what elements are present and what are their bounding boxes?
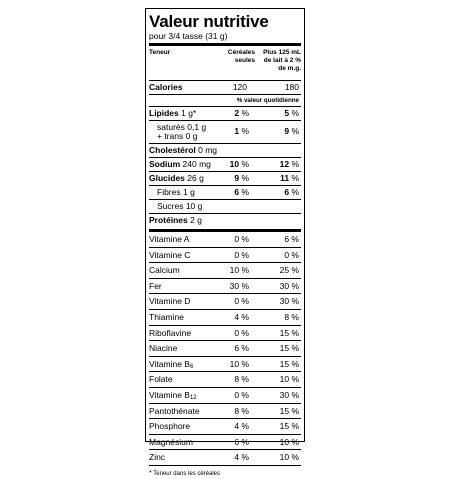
vitamin-label: Riboflavine [149,327,192,338]
vitamin-row [149,248,301,263]
nutrient-dv-cereal: 9 % [234,173,249,183]
vitamin-row [149,435,301,450]
panel-title: Valeur nutritive [149,12,269,31]
vitamin-dv-cereal: 10 % [229,265,249,276]
nutrient-dv-milk: 9 % [284,126,299,136]
vitamin-dv-milk: 30 % [279,280,299,291]
dv-note-row [149,95,301,106]
nutrient-row [149,158,301,171]
calories-label: Calories [149,82,183,92]
vitamin-row [149,326,301,341]
vitamin-row [149,279,301,294]
column-header [149,46,301,80]
serving-size: pour 3/4 tasse (31 g) [149,31,228,41]
nutrient-dv-milk: 6 % [284,187,299,197]
nutrient-dv-cereal: 10 % [229,159,249,169]
calories-milk: 180 [284,82,299,92]
vitamin-dv-cereal: 10 % [229,358,249,369]
nutrient-label: saturés 0,1 g + trans 0 g [157,122,207,141]
vitamin-label: Zinc [149,452,166,463]
nutrient-dv-cereal: 1 % [234,126,249,136]
vitamin-dv-milk: 15 % [279,343,299,354]
vitamin-row [149,404,301,419]
nutrient-row [149,107,301,120]
nutrient-label: Cholestérol 0 mg [149,145,218,155]
nutrient-dv-milk: 12 % [279,159,299,169]
vitamin-row [149,310,301,325]
vitamin-dv-cereal: 8 % [234,374,249,385]
vitamin-subscript: 12 [189,394,197,401]
vitamin-dv-milk: 10 % [279,452,299,463]
vitamin-dv-cereal: 0 % [234,234,249,244]
vitamin-row [149,263,301,278]
vitamin-dv-milk: 15 % [279,405,299,416]
vitamin-dv-cereal: 0 % [234,389,249,400]
nutrient-label: Sucres 10 g [157,201,203,211]
nutrition-facts-panel [145,8,305,477]
vitamin-dv-milk: 15 % [279,358,299,369]
vitamin-row [149,232,301,247]
vitamin-row [149,294,301,309]
vitamin-row [149,357,301,372]
header-teneur: Teneur [149,49,171,56]
nutrient-label: Fibres 1 g [157,187,195,197]
footnote [149,469,301,479]
vitamin-dv-milk: 25 % [279,265,299,276]
nutrient-dv-milk: 11 % [280,173,299,183]
vitamin-row [149,419,301,434]
vitamin-dv-cereal: 6 % [234,343,249,354]
vitamin-label: Magnésium [149,436,193,447]
nutrient-row [149,200,301,213]
vitamin-dv-milk: 10 % [279,374,299,385]
vitamin-label: Calcium [149,265,180,276]
nutrient-row [149,172,301,185]
vitamin-dv-milk: 30 % [279,296,299,307]
vitamin-dv-cereal: 4 % [234,452,249,463]
vitamin-label: Thiamine [149,311,184,322]
nutrient-row [149,214,301,227]
vitamin-subscript: 6 [189,363,194,370]
nutrient-dv-cereal: 6 % [234,187,249,197]
vitamin-dv-cereal: 0 % [234,296,249,307]
calories-cereal: 120 [232,82,247,92]
vitamin-dv-milk: 10 % [279,436,299,447]
header-cereal-only: Céréales seules [227,49,255,64]
footnote-text: Teneur dans les céréales [153,470,221,477]
nutrient-label: Protéines 2 g [149,215,202,225]
vitamin-label: Vitamine B6 [149,358,194,370]
vitamin-dv-milk: 30 % [279,389,299,400]
vitamin-label: Phosphore [149,421,191,432]
nutrient-row [149,144,301,157]
vitamin-dv-cereal: 0 % [234,327,249,338]
vitamin-label: Fer [149,280,162,291]
vitamin-dv-cereal: 30 % [229,280,249,291]
header-with-milk: Plus 125 mL de lait à 2 % de m.g. [263,49,301,72]
vitamin-dv-milk: 6 % [284,234,299,244]
vitamin-dv-cereal: 8 % [234,405,249,416]
vitamin-dv-milk: 0 % [284,249,299,260]
vitamin-dv-milk: 15 % [279,327,299,338]
nutrient-label: Lipides 1 g* [149,108,197,118]
vitamin-row [149,450,301,465]
vitamin-label: Folate [149,374,173,385]
vitamin-dv-cereal: 6 % [234,436,249,447]
nutrients-list [149,107,301,227]
calories-row [149,81,301,94]
vitamin-label: Vitamine B12 [149,389,197,401]
vitamins-list [149,232,301,465]
vitamin-row [149,388,301,403]
vitamin-row [149,341,301,356]
vitamin-label: Vitamine A [149,234,190,244]
nutrient-row [149,121,301,143]
vitamin-dv-cereal: 4 % [234,421,249,432]
nutrient-dv-cereal: 2 % [234,108,249,118]
vitamin-dv-cereal: 0 % [234,249,249,260]
vitamin-dv-milk: 15 % [279,421,299,432]
rule [149,465,301,466]
vitamin-label: Pantothénate [149,405,200,416]
nutrient-dv-milk: 5 % [284,108,299,118]
dv-note: % valeur quotidienne [236,97,299,104]
vitamin-label: Niacine [149,343,178,354]
footnote-asterisk: * [149,469,152,477]
vitamin-dv-cereal: 4 % [234,311,249,322]
vitamin-label: Vitamine C [149,249,191,260]
vitamin-row [149,372,301,387]
vitamin-dv-milk: 8 % [284,311,299,322]
vitamin-label: Vitamine D [149,296,191,307]
nutrient-label: Sodium 240 mg [149,159,211,169]
nutrient-row [149,186,301,199]
nutrient-label: Glucides 26 g [149,173,204,183]
